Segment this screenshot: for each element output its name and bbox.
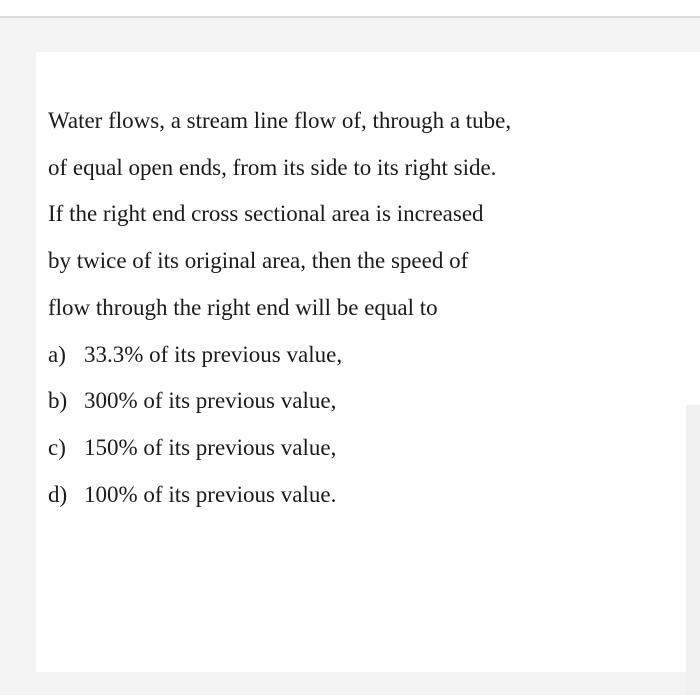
right-edge-panel (686, 405, 700, 695)
top-strip (0, 0, 700, 16)
question-line: of equal open ends, from its side to its right side. (48, 154, 497, 180)
option-c (48, 425, 608, 472)
option-text: 150% of its previous value, (84, 434, 337, 460)
option-d (48, 472, 608, 519)
option-text: 33.3% of its previous value, (84, 341, 343, 367)
question-line: flow through the right end will be equal to (48, 294, 438, 320)
option-b (48, 378, 608, 425)
option-label: d) (48, 481, 68, 507)
option-text: 300% of its previous value, (84, 388, 337, 414)
question-line: Water flows, a stream line flow of, through a tube, (48, 108, 512, 133)
question-line: by twice of its original area, then the speed of (48, 248, 469, 274)
question-line: If the right end cross sectional area is increased (48, 201, 484, 227)
option-label: b) (48, 388, 68, 414)
question-block (48, 98, 608, 518)
option-text: 100% of its previous value. (84, 481, 337, 507)
option-label: a) (48, 341, 66, 367)
option-a (48, 332, 608, 379)
option-label: c) (48, 434, 66, 460)
top-divider (0, 16, 700, 18)
